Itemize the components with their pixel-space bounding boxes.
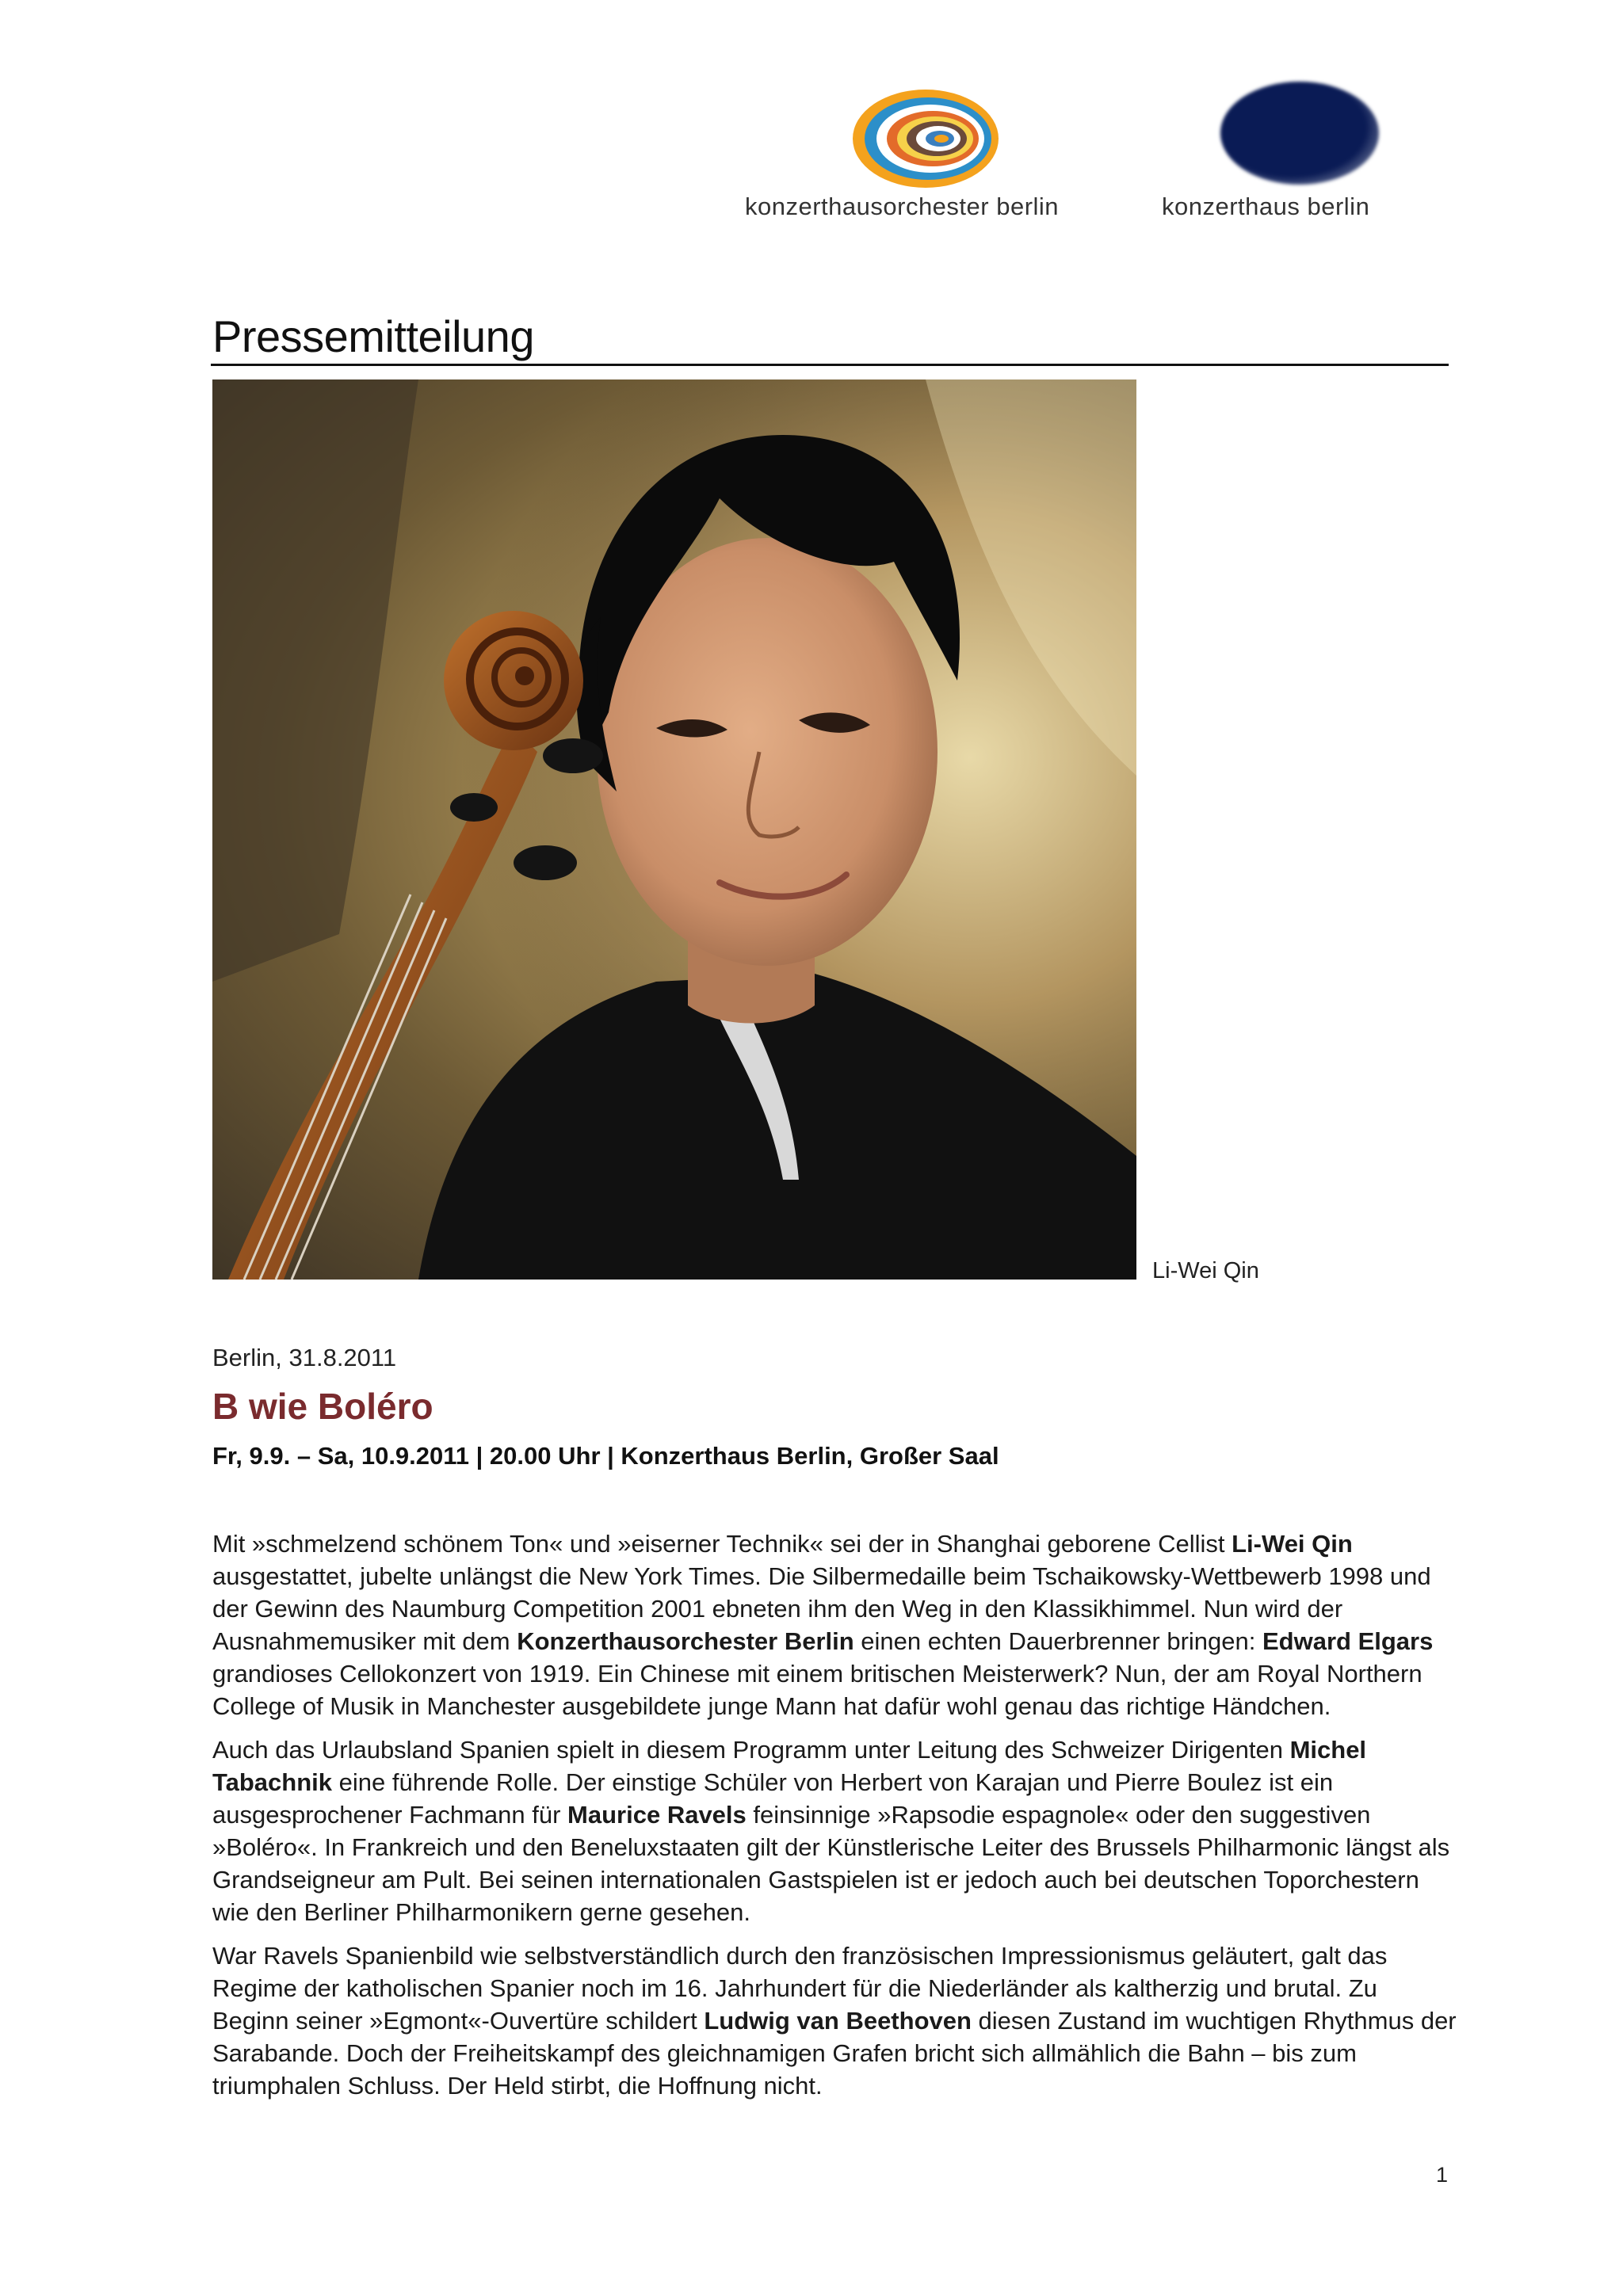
text-run: War Ravels Spanienbild wie selbstverständlich durch den französischen Impressionismus geläutert, galt das Regime der katholischen Spanier noch im 16. Jahrhundert für die Niederländer als kaltherzig und brutal. Zu Beginn seiner »Egmont«-Ouvertüre schildert: [212, 1942, 1388, 2035]
text-run: ausgestattet, jubelte unlängst die New York Times. Die Silbermedaille beim Tschaikowsky-Wettbewerb 1998 und der Gewinn des Naumburg Competition 2001 ebneten ihm den Weg in den Klassikhimmel. Nun wird der Ausnahmemusiker mit dem: [212, 1562, 1431, 1655]
paragraph-3: [212, 1939, 1457, 2102]
cellist-portrait-image: [212, 379, 1136, 1280]
headline: B wie Boléro: [212, 1386, 433, 1427]
paragraph-1: [212, 1527, 1457, 1722]
konzerthausorchester-logo: [737, 75, 1109, 234]
event-info: Fr, 9.9. – Sa, 10.9.2011 | 20.00 Uhr | Konzerthaus Berlin, Großer Saal: [212, 1442, 999, 1470]
photo-caption: Li-Wei Qin: [1152, 1258, 1259, 1283]
title-divider: [211, 364, 1449, 366]
header-logos: [737, 75, 1426, 234]
text-run: grandioses Cellokonzert von 1919. Ein Chinese mit einem britischen Meisterwerk? Nun, der am Royal Northern College of Musik in Manchester ausgebildete junge Mann hat dafür wohl genau das richtige Händchen.: [212, 1660, 1423, 1720]
house-logo-text: konzerthaus berlin: [1162, 193, 1370, 220]
name-edward-elgars: Edward Elgars: [1262, 1627, 1434, 1655]
konzerthaus-logo: [1149, 75, 1419, 234]
name-li-wei-qin: Li-Wei Qin: [1232, 1530, 1353, 1558]
orchestra-logo-text: konzerthausorchester berlin: [745, 193, 1060, 220]
document-title: Pressemitteilung: [212, 311, 534, 361]
name-konzerthausorchester: Konzerthausorchester Berlin: [517, 1627, 854, 1655]
page-number: 1: [1436, 2163, 1449, 2187]
dateline: Berlin, 31.8.2011: [212, 1344, 397, 1371]
name-michel-tabachnik: Michel Tabachnik: [212, 1736, 1367, 1796]
text-run: eine führende Rolle. Der einstige Schüler von Herbert von Karajan und Pierre Boulez ist ein ausgesprochener Fachmann für: [212, 1768, 1334, 1829]
text-run: diesen Zustand im wuchtigen Rhythmus der Sarabande. Doch der Freiheitskampf des gleichnamigen Grafen bricht sich allmählich die Bahn – bis zum triumphalen Schluss. Der Held stirbt, die Hoffnung nicht.: [212, 2007, 1457, 2100]
blue-blob-logo-icon: [1220, 82, 1379, 185]
name-maurice-ravels: Maurice Ravels: [567, 1801, 747, 1829]
paragraph-2: [212, 1733, 1457, 1928]
article-body: [212, 1527, 1457, 2113]
name-ludwig-van-beethoven: Ludwig van Beethoven: [704, 2007, 972, 2035]
text-run: einen echten Dauerbrenner bringen:: [854, 1627, 1262, 1655]
text-run: Auch das Urlaubsland Spanien spielt in diesem Programm unter Leitung des Schweizer Dirigenten: [212, 1736, 1290, 1764]
portrait-photo: [212, 379, 1136, 1280]
text-run: feinsinnige »Rapsodie espagnole« oder den suggestiven »Boléro«. In Frankreich und den Beneluxstaaten gilt der Künstlerische Leiter des Brussels Philharmonic längst als Grandseigneur am Pult. Bei seinen internationalen Gastspielen ist er jedoch auch bei deutschen Toporchestern wie den Berliner Philharmonikern gerne gesehen.: [212, 1801, 1450, 1926]
swirl-logo-icon: [846, 82, 1005, 200]
text-run: Mit »schmelzend schönem Ton« und »eiserner Technik« sei der in Shanghai geborene Cellist: [212, 1530, 1232, 1558]
